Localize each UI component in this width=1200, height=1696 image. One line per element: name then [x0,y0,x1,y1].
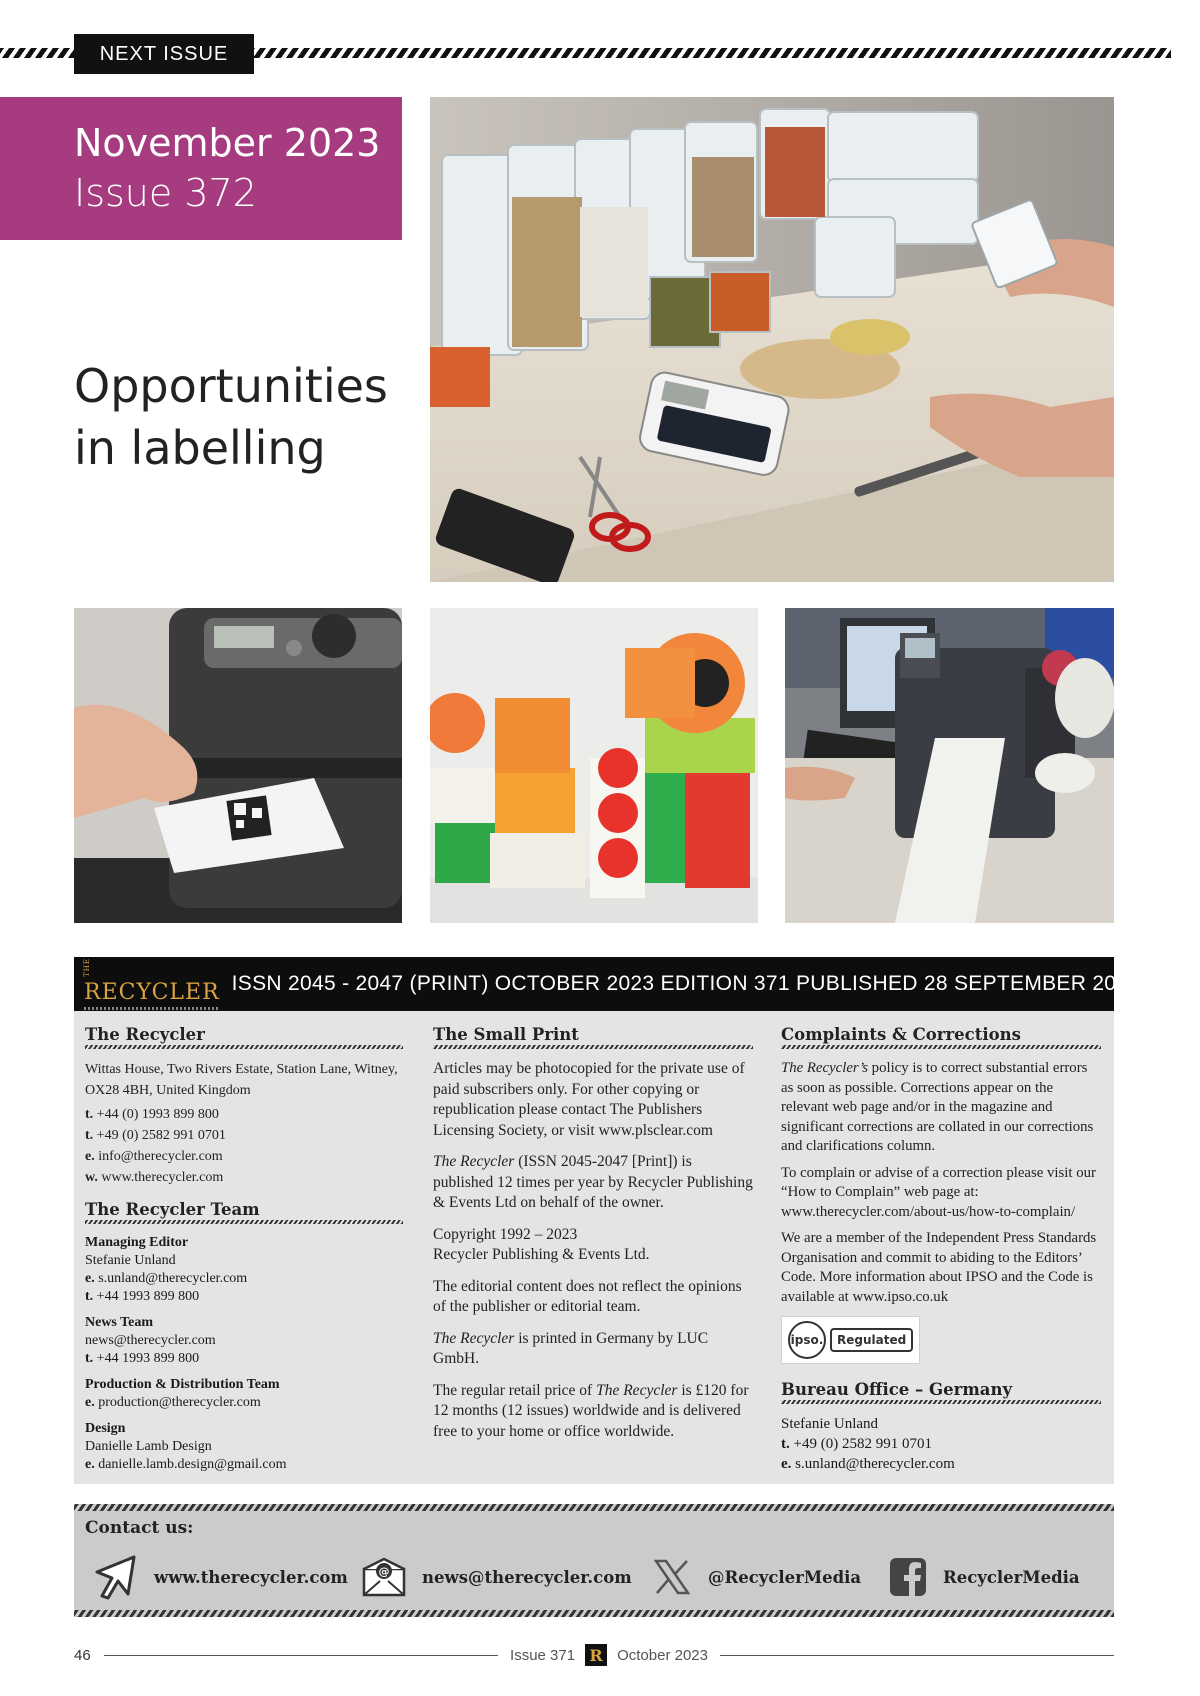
facebook-logo-icon [889,1557,927,1597]
contact-website[interactable] [94,1552,348,1602]
section-title-team: The Recycler Team [85,1200,403,1224]
managing-editor-name: Stefanie Unland [85,1253,176,1268]
info-panel [74,1011,1114,1484]
bureau-phone: t. +49 (0) 2582 991 0701 [781,1436,932,1452]
managing-editor-phone: t. +44 1993 899 800 [85,1289,200,1304]
logo-prefix: THE [83,958,91,977]
section-title-small-print: The Small Print [433,1025,753,1049]
top-hatch-left [0,48,74,58]
complaints-p1: The Recycler’s policy is to correct substantial errors as soon as possible. Corrections appear on the relevant web page and/or in the magazine and significant corrections are collated in our corrections and clarifications column. [781,1060,1094,1154]
contact-facebook[interactable] [889,1552,1080,1602]
section-title-recycler: The Recycler [85,1025,403,1049]
logo-tagline-decoration [84,1007,220,1010]
contact-title: Contact us: [85,1518,194,1538]
headline-line-1: Opportunities [74,359,388,413]
page-number: 46 [74,1646,91,1664]
cursor-arrow-icon [94,1554,138,1600]
next-issue-tab [74,34,254,74]
contact-hatch-bottom [74,1610,1114,1617]
recycler-contact-line: t. +49 (0) 2582 991 0701 [85,1128,226,1143]
bureau-email: e. s.unland@therecycler.com [781,1456,955,1472]
recycler-contact-line: e. info@therecycler.com [85,1149,223,1164]
svg-text:@: @ [378,1565,390,1578]
role-managing-editor: Managing Editor [85,1235,189,1250]
bureau-name: Stefanie Unland [781,1416,879,1432]
contact-x[interactable] [652,1552,861,1602]
recycler-contact-line: w. www.therecycler.com [85,1170,224,1185]
design-name: Danielle Lamb Design [85,1439,212,1454]
contact-email[interactable] [362,1552,632,1602]
x-logo-icon [652,1557,692,1597]
contact-bar [74,1504,1114,1617]
production-email: e. production@therecycler.com [85,1395,261,1410]
small-print-p2: The Recycler (ISSN 2045-2047 [Print]) is published 12 times per year by Recycler Publishing & Events Ltd on behalf of the owner. [433,1153,753,1211]
small-print-p1: Articles may be photocopied for the private use of paid subscribers only. For other copying or republication please contact The Publishers Licensing Society, or visit www.plsclear.com [433,1060,745,1139]
recycler-contact-line: t. +44 (0) 1993 899 800 [85,1107,219,1122]
section-title-bureau: Bureau Office – Germany [781,1380,1101,1404]
news-team-phone: t. +44 1993 899 800 [85,1351,200,1366]
issue-box [0,97,402,240]
photo-qr-label-printer [74,608,402,923]
complaints-p3: We are a member of the Independent Press Standards Organisation and commit to abiding to the Editors’ Code. More information about IPSO and the Code is available at www.ipso.co.uk [781,1230,1097,1305]
next-issue-label: NEXT ISSUE [99,42,229,65]
column-small-print [433,1025,753,1453]
small-print-p6: The regular retail price of The Recycler is £120 for 12 months (12 issues) worldwide and is delivered free to your home or office worldwide. [433,1381,749,1440]
contact-email-text: news@therecycler.com [422,1567,632,1587]
issue-month: November 2023 [74,121,381,165]
contact-hatch-top [74,1504,1114,1511]
headline [74,355,394,479]
photo-industrial-label-printer [785,608,1114,923]
contact-x-text: @RecyclerMedia [708,1567,862,1587]
contact-facebook-text: RecyclerMedia [943,1567,1080,1587]
page-footer [74,1643,1114,1667]
ipso-regulated-tag: Regulated [830,1328,913,1352]
role-news-team: News Team [85,1315,154,1330]
recycler-address: Wittas House, Two Rivers Estate, Station Lane, Witney, OX28 4BH, United Kingdom [85,1062,398,1098]
column-complaints [781,1025,1101,1474]
main-photo-label-maker [430,97,1114,582]
role-production: Production & Distribution Team [85,1377,280,1392]
footer-center [498,1644,720,1666]
masthead-bar [74,957,1141,1011]
small-print-copyright: Copyright 1992 – 2023 Recycler Publishing & Events Ltd. [433,1225,650,1263]
managing-editor-email: e. s.unland@therecycler.com [85,1271,248,1286]
ipso-logo: ipso. [788,1321,826,1359]
small-print-p4: The editorial content does not reflect the opinions of the publisher or editorial team. [433,1277,742,1315]
contact-website-text: www.therecycler.com [154,1567,348,1587]
footer-rule-left [104,1655,498,1656]
masthead-publication-info: ISSN 2045 - 2047 (PRINT) OCTOBER 2023 EDITION 371 PUBLISHED 28 SEPTEMBER 2023 [231,972,1141,995]
role-design: Design [85,1421,126,1436]
footer-r-logo: R [585,1644,607,1666]
column-recycler [85,1025,403,1474]
issue-number: Issue 372 [74,171,257,215]
headline-line-2: in labelling [74,421,326,475]
photo-label-rolls [430,608,758,923]
design-email: e. danielle.lamb.design@gmail.com [85,1457,287,1472]
complaints-p2: To complain or advise of a correction please visit our “How to Complain” web page at: www.therecycler.com/about-us/how-to-complain/ [781,1164,1096,1220]
ipso-regulated-badge [781,1316,920,1364]
recycler-logo [84,958,220,1010]
footer-issue: Issue 371 [510,1646,576,1664]
footer-date: October 2023 [617,1646,708,1664]
logo-text: RECYCLER [84,979,220,1005]
top-hatch-right [254,48,1171,58]
envelope-at-icon [362,1557,406,1597]
small-print-p5: The Recycler is printed in Germany by LUC GmbH. [433,1329,709,1367]
footer-rule-right [720,1655,1114,1656]
news-team-email: news@therecycler.com [85,1333,216,1348]
section-title-complaints: Complaints & Corrections [781,1025,1101,1049]
